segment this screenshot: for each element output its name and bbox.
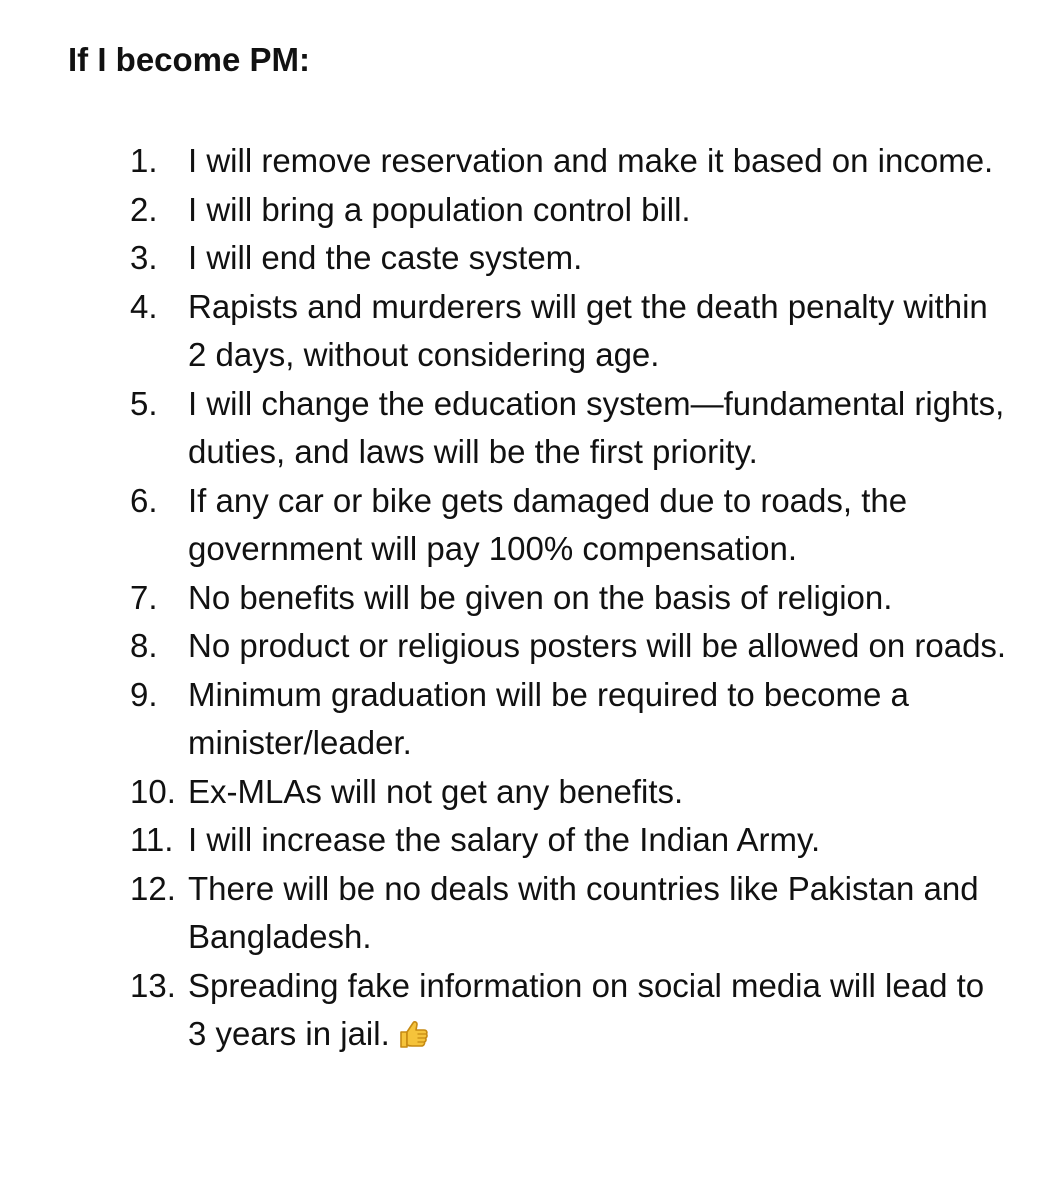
list-text: No benefits will be given on the basis of religion.	[188, 578, 893, 616]
list-text: I will bring a population control bill.	[188, 190, 691, 228]
list-item	[68, 622, 1028, 671]
list-item	[68, 574, 1028, 623]
list-text: I will change the education system—fundamental rights, duties, and laws will be the first priority.	[188, 384, 1005, 470]
list-text: No product or religious posters will be allowed on roads.	[188, 627, 1007, 664]
list-item	[68, 865, 1028, 962]
list-text: I will remove reservation and make it based on income.	[188, 142, 994, 179]
list-item	[68, 962, 1028, 1065]
list-item	[68, 234, 1028, 283]
list-text: There will be no deals with countries like Pakistan and Bangladesh.	[188, 869, 979, 955]
list-text: Rapists and murderers will get the death penalty within 2 days, without considering age.	[188, 287, 988, 373]
list-item	[68, 671, 1028, 768]
list-text-with-emoji: Spreading fake information on social media will lead to 3 years in jail.	[188, 962, 1008, 1065]
list-item	[68, 380, 1028, 477]
thumbs-up-icon	[396, 1016, 430, 1065]
list-text: Ex-MLAs will not get any benefits.	[188, 772, 684, 810]
list-number: 12.	[130, 869, 176, 907]
list-item	[68, 477, 1028, 574]
list-item	[68, 816, 1028, 865]
list-number: 11.	[130, 821, 174, 858]
list-number: 9.	[130, 675, 158, 713]
list-number: 13.	[130, 966, 176, 1004]
list-number: 7.	[130, 578, 158, 616]
list-item	[68, 283, 1028, 380]
list-text: If any car or bike gets damaged due to roads, the government will pay 100% compensation.	[188, 481, 908, 567]
document	[68, 36, 1028, 1065]
list-text: I will increase the salary of the Indian Army.	[188, 821, 821, 858]
list-number: 2.	[130, 190, 158, 228]
list-number: 6.	[130, 481, 158, 519]
list-text: Minimum graduation will be required to become a minister/leader.	[188, 675, 909, 761]
list-number: 10.	[130, 772, 176, 810]
list-item	[68, 137, 1028, 186]
list-number: 4.	[130, 287, 158, 325]
list-item	[68, 768, 1028, 817]
list-item	[68, 186, 1028, 235]
list-number: 8.	[130, 627, 158, 664]
list-text: I will end the caste system.	[188, 239, 583, 276]
list-number: 3.	[130, 239, 158, 276]
document-heading: If I become PM:	[68, 41, 311, 78]
list-number: 1.	[130, 142, 158, 179]
promise-list	[68, 137, 1028, 1065]
list-number: 5.	[130, 384, 158, 422]
